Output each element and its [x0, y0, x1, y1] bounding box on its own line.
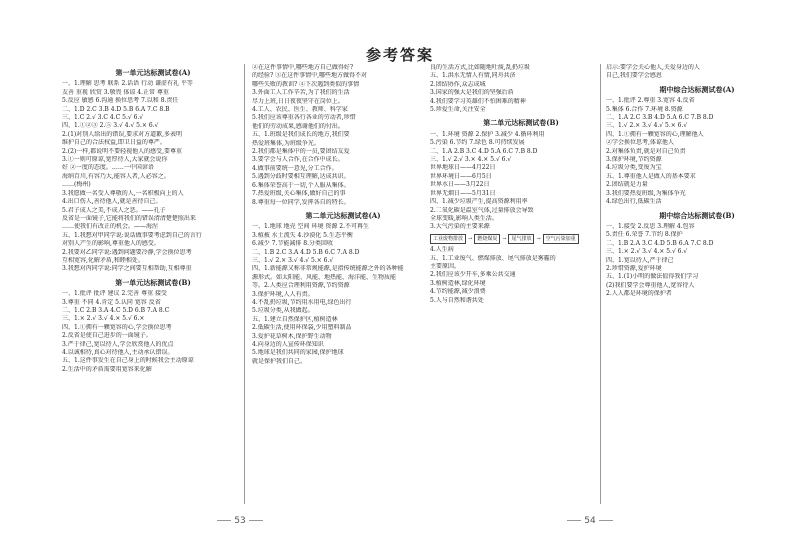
answer-line: 二、1.D 2.C 3.B 4.D 5.B 6.A 7.C 8.B: [62, 105, 170, 113]
answer-line: 5.地球是我们共同的家园,保护地球: [252, 349, 344, 357]
answer-line: 5.君子成人之美,不成人之恶。——孔子: [62, 206, 166, 214]
answer-line: 6.减少 7.节能减排 8.分类回收: [252, 240, 333, 248]
answer-line: 世界无烟日——5月31日: [430, 189, 496, 197]
answer-line: 4.我们要学习英雄们不怕困难的精神: [430, 97, 526, 105]
answer-line: 2.生活中的矛盾需要用宽容来化解: [62, 365, 152, 373]
answer-line: 5.珍爱生命,关注安全: [430, 106, 486, 114]
answer-line: 一、1.批评 批评 建议 2.完善 尊重 接受: [62, 290, 167, 298]
answer-line: 二、1.A 2.B 3.C 4.D 5.A 6.C 7.B 8.D: [430, 147, 538, 155]
answer-line: 4.垃圾分类,变废为宝: [606, 164, 662, 172]
answer-line: 2.二氧化碳是温室气体,过量排放会导致: [430, 206, 534, 214]
column-2: [252, 64, 434, 504]
answer-line: 4.出口伤人,善待他人,就是善待自己。: [62, 198, 162, 206]
answer-line: 五、1.这件事发生在自己身上的时候我会主动原谅: [62, 357, 194, 365]
answer-line: 5.污染 6.节约 7.绿色 8.可持续发展: [430, 139, 525, 147]
answer-line: 二、1.B 2.A 3.C 4.D 5.B 6.A 7.C 8.D: [606, 239, 714, 247]
column-divider: [600, 64, 601, 504]
section-heading: 期中综合达标测试卷(A): [659, 84, 735, 94]
answer-line: 全球变暖,影响人类生活。: [430, 214, 498, 222]
answer-line: 四、1.减少垃圾产生,提高资源利用率: [430, 198, 528, 206]
answer-line: ②学会换位思考,体谅他人: [606, 139, 674, 147]
answer-line: ……(梅州): [62, 181, 91, 189]
answer-line: 2.团结协作,众志成城: [430, 80, 486, 88]
answer-line: 5.人与自然和谐共处: [430, 296, 484, 304]
arrow-icon: →: [536, 235, 541, 242]
answer-line: 3.①一则可原谅,宽厚待人,大家就会说你: [62, 156, 168, 164]
answer-line: 5.责任 6.荣誉 7.节约 8.保护: [606, 231, 683, 239]
answer-line: 2.人人都是环境的保护者: [606, 290, 672, 298]
answer-line: 四、1.①拥有一颗宽容的心,学会换位思考: [62, 323, 172, 331]
answer-line: 一、1.环境 资源 2.保护 3.减少 4.循环利用: [430, 130, 545, 138]
answer-line: 3.植被 水土流失 4.沙漠化 5.生态平衡: [252, 231, 353, 239]
answer-line: 五、1.建立自然保护区,植树造林: [252, 315, 338, 323]
page-title: 参考答案: [365, 46, 434, 64]
answer-line: (2)我们要学会尊重他人,宽容待人: [606, 281, 695, 289]
answer-line: 五、1.我想对甲同学说:说话做事要考虑到自己的言行: [62, 231, 202, 239]
answer-line: 四、1.①②③ 2.⑤ 3.√ 4.√ 5.× 6.√: [62, 122, 159, 130]
answer-line: 5.集体 6.合作 7.环境 8.资源: [606, 105, 683, 113]
flow-box: 空气污染加重: [543, 234, 579, 244]
answer-line: 5.我们应该尊重各行各业的劳动者,珍惜: [252, 114, 356, 122]
answer-line: 5.反应 敏感 6.沟通 换位思考 7.以和 8.责任: [62, 97, 179, 105]
section-heading: 期中综合达标测试卷(B): [659, 210, 735, 220]
answer-line: 2.我们都是集体中的一员,要团结友爱: [252, 148, 350, 156]
answer-line: 就是保护我们自己。: [252, 357, 307, 365]
answer-line: 一、1.批评 2.尊重 3.宽容 4.反省: [606, 97, 695, 105]
answer-line: 好 ②一度的态度。……一中国谚语: [62, 164, 154, 172]
answer-line: 3.尊重 不同 4.肯定 5.认同 宽容 反省: [62, 298, 161, 306]
answer-line: 四、1.新能源又称非常规能源,是指传统能源之外的各种能: [252, 265, 404, 273]
answer-line: 3.我愿做一名受人尊敬的人,一名积极向上的人: [62, 189, 184, 197]
page-number-right: 54: [560, 516, 620, 526]
answer-line: 的经验? ③在这件事情中,哪些地方做得不对: [252, 72, 368, 80]
answer-line: 3.严于律己,宽以待人,学会欣赏他人的优点: [62, 340, 174, 348]
answer-line: 3.植树造林,绿化环境: [430, 279, 486, 287]
answer-line: 世界环境日——6月5日: [430, 172, 492, 180]
answer-line: 尽力上班,日日夜夜坚守在岗位上。: [252, 97, 344, 105]
answer-line: 三、1.× 2.√ 3.√ 4.× 5.√ 6.√: [606, 248, 688, 256]
answer-line: 海纳百川,有容乃大,能容人者,人必容之。: [62, 172, 170, 180]
answer-line: 4.人生病: [430, 246, 454, 254]
column-4: [606, 64, 788, 504]
answer-line: 互相宽容,化解矛盾,和睦相处。: [62, 256, 144, 264]
answer-line: 一、1.地球 地壳 空间 环境 资源 2.不可再生: [252, 223, 369, 231]
answer-line: 二、1.A 2.C 3.B 4.D 5.A 6.C 7.B 8.D: [606, 114, 714, 122]
answer-line: 五、1.工业废气、燃煤排放、尾气排放是雾霾的: [430, 254, 556, 262]
answer-line: 主要原因。: [430, 262, 461, 270]
answer-line: 三、1.× 2.√ 3.√ 4.× 5.√ 6.×: [62, 315, 145, 323]
answer-line: 3.大气污染的主要来源: [430, 223, 490, 231]
answer-line: 源形式。如太阳能、风能、地热能、海洋能、生物质能: [252, 273, 397, 281]
answer-line: 维护自己的合法权益,即卫日益的尊严。: [62, 139, 166, 147]
answer-line: 反省是一面镜子,它能将我们的错误清清楚楚照出来: [62, 214, 196, 222]
page-number-left: 53: [210, 516, 270, 526]
answer-line: 一、1.接受 2.反思 3.理解 4.包容: [606, 222, 695, 230]
answer-line: 对别人产生的影响,尊重他人的感受。: [62, 240, 160, 248]
answer-line: 5.遇到分歧时要相互理解,达成共识。: [252, 173, 350, 181]
answer-line: 4.向身边的人宣传环保知识: [252, 341, 324, 348]
answer-line: 3.我们要热爱班级,为集体争光: [606, 189, 686, 197]
answer-line: 热爱班集体,为班级争光。: [252, 139, 320, 147]
answer-line: 4.绿色出行,低碳生活: [606, 198, 662, 206]
answer-line: ②在这件事情中,哪些地方自己做得好?: [252, 64, 354, 71]
answer-line: 世界水日——3月22日: [430, 181, 490, 189]
answer-line: 二、1.B 2.C 3.A 4.D 5.B 6.C 7.A 8.D: [252, 248, 360, 256]
answer-line: 良的生活方式,比如随地吐痰,乱扔垃圾: [430, 64, 530, 71]
answer-line: 8.尊重每一位同学,发挥各自的特长。: [252, 198, 350, 206]
answer-line: 哪些失败的教训? ④下次遇到类似的事情: [252, 80, 360, 88]
column-3: [430, 64, 612, 504]
answer-line: 3.我想对丙同学说:同学之间要互相帮助,互相尊重: [62, 265, 192, 273]
answer-line: 三、1.√ 2.√ 3.× 4.× 5.√ 6.√: [430, 156, 512, 164]
answer-line: 三、1.√ 2.× 3.√ 4.√ 5.× 6.√: [606, 122, 688, 130]
answer-line: 五、1.尊重他人是做人的基本要求: [606, 172, 696, 180]
answer-line: 世界地球日——4月22日: [430, 164, 496, 172]
answer-line: 3.保护环境,人人有责。: [252, 290, 314, 298]
flow-box: 燃烧煤炭: [474, 234, 500, 244]
section-heading: 第二单元达标测试卷(B): [483, 118, 559, 128]
answer-line: 二、1.C 2.B 3.A 4.C 5.D 6.B 7.A 8.C: [62, 306, 170, 314]
answer-line: 五、1.班级是我们成长的地方,我们要: [252, 131, 350, 139]
answer-line: 2.我们应该少开车,多乘公共交通: [430, 271, 516, 279]
answer-line: 2.珍惜资源,爱护环境: [606, 264, 662, 272]
flow-diagram: [430, 234, 612, 244]
answer-line: 4.做事前要统一意见,分工合作。: [252, 164, 338, 172]
answer-line: 4.不乱扔垃圾,节约用水用电,绿色出行: [252, 298, 352, 306]
answer-line: 7.热爱班级,关心集体,做好自己的事: [252, 190, 346, 198]
column-divider: [244, 64, 245, 504]
flow-box: 工业废物排放: [430, 234, 466, 244]
arrow-icon: →: [468, 235, 473, 242]
answer-line: 自己,我们要学会感恩: [606, 72, 662, 80]
answer-line: 2.团结就是力量: [606, 181, 648, 189]
answer-line: 五、1.(1)小明的做法值得我们学习: [606, 273, 699, 281]
answer-line: 4.工人、农民、医生、教师、科学家: [252, 106, 348, 114]
answer-line: 3.要学会与人合作,在合作中成长。: [252, 156, 344, 164]
section-heading: 第一单元达标测试卷(B): [115, 277, 191, 287]
answer-line: 三、1.√ 2.× 3.√ 4.√ 5.× 6.√: [252, 256, 334, 264]
flow-box: 尾气排放: [508, 234, 534, 244]
answer-line: ……使我们有改正的机会。——海涅: [62, 223, 159, 231]
answer-line: 2.我要对乙同学说:遇到问题要冷静,学会换位思考: [62, 248, 192, 256]
answer-line: 友善 重视 欣赏 3.敬畏 体谅 4.正常 尊重: [62, 88, 169, 96]
answer-line: 2.(2)一样,都说明不要轻视他人的感受,要尊重: [62, 147, 183, 155]
answer-line: 2.对集体负责,就是对自己负责: [606, 147, 686, 155]
answer-line: 3.爱护花草树木,保护野生动物: [252, 332, 332, 340]
answer-line: 他们的劳动成果,感谢他们的付出。: [252, 122, 344, 130]
answer-line: 3.国家的强大是我们的坚强后盾: [430, 89, 514, 97]
answer-line: 三、1.C 2.√ 3.C 4.C 5.√ 6.√: [62, 114, 144, 122]
answer-line: 2.反省是使自己进步的一面镜子。: [62, 332, 152, 340]
section-heading: 第一单元达标测试卷(A): [115, 68, 191, 77]
answer-line: 3.外面工人工作辛苦,为了我们的生活: [252, 89, 350, 97]
answer-line: 3.保护环境,节约资源: [606, 156, 662, 164]
column-1: [62, 64, 244, 504]
answer-line: 启示:要学会关心他人,关爱身边的人: [606, 64, 700, 71]
answer-line: 2.(1)对别人给出的错误,要求对方道歉,多表明: [62, 130, 183, 138]
section-heading: 第二单元达标测试卷(A): [305, 210, 381, 220]
answer-line: 等。2.人类应合理利用资源,节约资源: [252, 282, 350, 290]
answer-line: 四、1.宽以待人,严于律己: [606, 256, 674, 264]
answer-line: 一、1.理解 思考 联系 2.话语 行动 谦虚有礼 平等: [62, 80, 193, 88]
answer-line: 4.以诚相待,真心对待他人,主动承认错误。: [62, 349, 174, 356]
answer-line: 四、1.①拥有一颗宽容的心,理解他人: [606, 130, 704, 138]
arrow-icon: →: [502, 235, 507, 242]
answer-line: 2.低碳生活,使用环保袋,少用塑料制品: [252, 324, 352, 332]
answer-line: 6.集体荣誉高于一切,个人服从集体。: [252, 181, 350, 189]
answer-line: 4.节约能源,减少浪费: [430, 288, 486, 296]
answer-line: 五、1.洪水无情人有情,同舟共济: [430, 72, 516, 80]
answer-line: 5.垃圾分类,从我做起。: [252, 307, 314, 315]
